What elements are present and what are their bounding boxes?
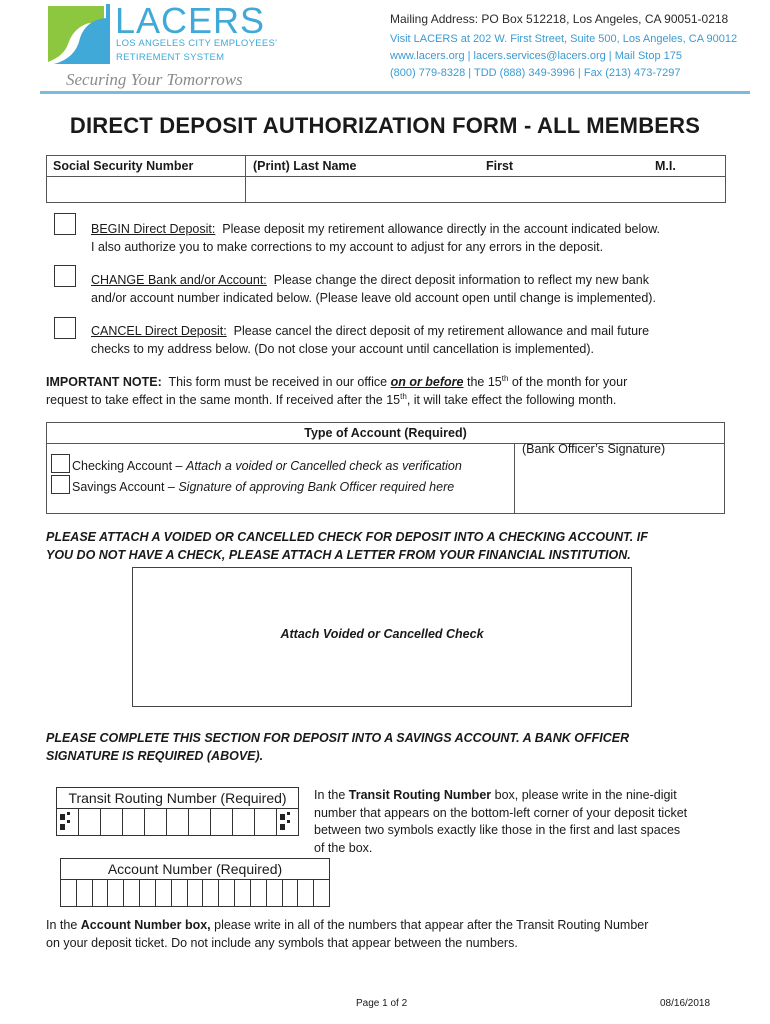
checking-instructions <box>46 529 736 564</box>
change-checkbox[interactable] <box>54 265 76 287</box>
important-text-1: This form must be received in our office <box>168 375 388 389</box>
checking-instructions-1: PLEASE ATTACH A VOIDED OR CANCELLED CHECK FOR DEPOSIT INTO A CHECKING ACCOUNT. IF <box>46 530 648 544</box>
cancel-label: CANCEL Direct Deposit: <box>91 324 227 338</box>
account-number-box <box>60 858 330 907</box>
account-cell[interactable] <box>251 880 267 906</box>
routing-cell[interactable] <box>211 809 233 835</box>
revision-date: 08/16/2018 <box>660 998 711 1009</box>
logo-subtitle: LOS ANGELES CITY EMPLOYEES' <box>116 38 278 49</box>
checking-option <box>72 459 462 473</box>
routing-number-cells[interactable] <box>57 809 298 835</box>
name-table <box>46 155 726 203</box>
account-cell[interactable] <box>219 880 235 906</box>
routing-cell[interactable] <box>167 809 189 835</box>
routing-cell[interactable] <box>145 809 167 835</box>
routing-help-2: number that appears on the bottom-left corner of your deposit ticket <box>314 805 688 820</box>
header-rule <box>40 91 750 94</box>
cancel-text: Please cancel the direct deposit of my retirement allowance and mail future <box>233 324 650 338</box>
routing-cell[interactable] <box>123 809 145 835</box>
checking-note: Attach a voided or Cancelled check as verification <box>185 459 462 473</box>
account-help-c: please write in all of the numbers that appear after the Transit Routing Number <box>214 918 649 932</box>
account-type-table <box>46 422 725 514</box>
account-cell[interactable] <box>108 880 124 906</box>
begin-label: BEGIN Direct Deposit: <box>91 222 216 236</box>
routing-help-3: between two symbols exactly like those in the first and last spaces <box>314 823 681 837</box>
account-cell[interactable] <box>156 880 172 906</box>
account-cell[interactable] <box>188 880 204 906</box>
transit-symbol-icon <box>280 812 292 832</box>
visit-address: Visit LACERS at 202 W. First Street, Suite 500, Los Angeles, CA 90012 <box>390 33 738 45</box>
mailing-address: Mailing Address: PO Box 512218, Los Angeles, CA 90051-0218 <box>390 12 729 26</box>
form-title: DIRECT DEPOSIT AUTHORIZATION FORM - ALL MEMBERS <box>69 113 701 138</box>
on-or-before: on or before <box>390 375 464 389</box>
attach-check-label: Attach Voided or Cancelled Check <box>280 627 484 641</box>
account-help-2: on your deposit ticket. Do not include any symbols that appear between the numbers. <box>46 935 518 950</box>
account-type-header: Type of Account (Required) <box>47 423 724 444</box>
bank-officer-signature-field[interactable] <box>517 459 721 511</box>
routing-cell[interactable] <box>255 809 277 835</box>
begin-option <box>91 221 731 256</box>
routing-cell-symbol-end[interactable] <box>277 809 298 835</box>
begin-text: Please deposit my retirement allowance directly in the account indicated below. <box>222 222 661 236</box>
routing-cell[interactable] <box>233 809 255 835</box>
account-number-title: Account Number (Required) <box>61 859 329 880</box>
important-text-4: request to take effect in the same month. If received after the 15 <box>46 392 401 407</box>
account-cell[interactable] <box>61 880 77 906</box>
routing-cell[interactable] <box>101 809 123 835</box>
savings-instructions-2: SIGNATURE IS REQUIRED (ABOVE). <box>46 748 264 763</box>
lacers-logo-icon <box>46 4 110 64</box>
transit-symbol-icon <box>60 812 72 832</box>
cancel-checkbox[interactable] <box>54 317 76 339</box>
important-label: IMPORTANT NOTE: <box>46 375 162 389</box>
routing-help-b: Transit Routing Number <box>348 788 492 802</box>
savings-checkbox[interactable] <box>51 475 70 494</box>
account-cell[interactable] <box>267 880 283 906</box>
cancel-text-2: checks to my address below. (Do not close your account until cancellation is implemented). <box>91 341 595 356</box>
account-cell[interactable] <box>298 880 314 906</box>
th-sup-2: th <box>400 391 407 401</box>
account-help-a: In the <box>46 918 78 932</box>
phone-numbers: (800) 779-8328 | TDD (888) 349-3996 | Fax (213) 473-7297 <box>390 67 681 79</box>
account-cell[interactable] <box>283 880 299 906</box>
tagline: Securing Your Tomorrows <box>66 70 243 89</box>
account-cell[interactable] <box>124 880 140 906</box>
checking-checkbox[interactable] <box>51 454 70 473</box>
important-text-5: , it will take effect the following month. <box>406 392 617 407</box>
savings-instructions-1: PLEASE COMPLETE THIS SECTION FOR DEPOSIT INTO A SAVINGS ACCOUNT. A BANK OFFICER <box>46 731 630 745</box>
change-label: CHANGE Bank and/or Account: <box>91 273 267 287</box>
account-cell[interactable] <box>172 880 188 906</box>
ssn-field[interactable] <box>49 178 241 200</box>
account-cell[interactable] <box>203 880 219 906</box>
last-name-header: (Print) Last Name <box>253 159 357 173</box>
web-email[interactable]: www.lacers.org | lacers.services@lacers.org | Mail Stop 175 <box>390 50 682 62</box>
change-text: Please change the direct deposit information to reflect my new bank <box>273 273 649 287</box>
account-cell[interactable] <box>77 880 93 906</box>
change-option <box>91 272 731 307</box>
routing-cell-symbol-start[interactable] <box>57 809 79 835</box>
savings-instructions <box>46 730 736 765</box>
routing-number-box <box>56 787 299 836</box>
routing-cell[interactable] <box>189 809 211 835</box>
savings-label: Savings Account – <box>72 480 175 494</box>
mi-header: M.I. <box>655 159 676 173</box>
routing-cell[interactable] <box>79 809 101 835</box>
account-cell[interactable] <box>235 880 251 906</box>
ssn-header: Social Security Number <box>53 159 194 173</box>
savings-note: Signature of approving Bank Officer required here <box>178 480 455 494</box>
routing-help <box>314 787 734 857</box>
important-note <box>46 374 736 409</box>
account-help-b: Account Number box, <box>80 918 211 932</box>
table-divider <box>245 156 246 202</box>
begin-text-2: I also authorize you to make corrections to my account to adjust for any errors in the deposit. <box>91 239 604 254</box>
savings-option <box>72 480 454 494</box>
checking-instructions-2: YOU DO NOT HAVE A CHECK, PLEASE ATTACH A LETTER FROM YOUR FINANCIAL INSTITUTION. <box>46 547 631 562</box>
important-text-2: the 15 <box>466 375 502 389</box>
bank-officer-signature-label: (Bank Officer’s Signature) <box>522 442 666 456</box>
account-cell[interactable] <box>93 880 109 906</box>
change-text-2: and/or account number indicated below. (Please leave old account open until change is implemented). <box>91 290 656 305</box>
checking-label: Checking Account – <box>72 459 183 473</box>
begin-checkbox[interactable] <box>54 213 76 235</box>
routing-help-c: box, please write in the nine-digit <box>494 788 677 802</box>
page-number: Page 1 of 2 <box>356 998 408 1009</box>
routing-help-a: In the <box>314 788 346 802</box>
table-divider <box>514 443 515 513</box>
account-number-cells[interactable] <box>61 880 329 906</box>
account-cell[interactable] <box>140 880 156 906</box>
routing-number-title: Transit Routing Number (Required) <box>57 788 298 809</box>
account-cell[interactable] <box>314 880 329 906</box>
routing-help-4: of the box. <box>314 840 373 855</box>
logo-subtitle-2: RETIREMENT SYSTEM <box>116 52 225 63</box>
th-sup: th <box>501 373 509 383</box>
first-name-header: First <box>486 159 514 173</box>
logo-name: LACERS <box>115 0 266 41</box>
account-help <box>46 917 746 952</box>
cancel-option <box>91 323 731 358</box>
name-field[interactable] <box>249 178 719 200</box>
important-text-3: of the month for your <box>511 375 628 389</box>
